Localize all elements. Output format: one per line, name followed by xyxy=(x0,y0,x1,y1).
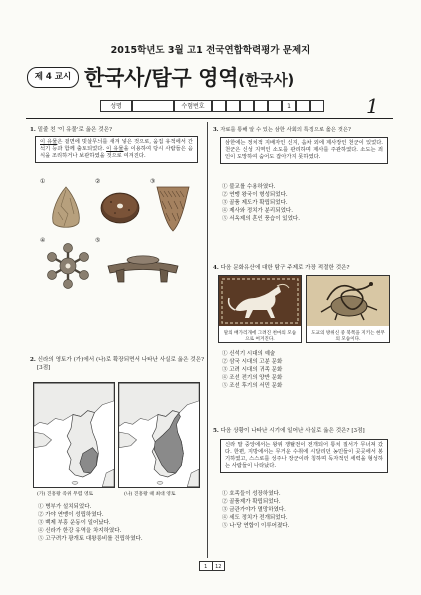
q3-stem xyxy=(213,126,351,134)
q3-choice: ② 연맹 왕국이 형성되었다. xyxy=(222,192,288,198)
exam-title: 2015학년도 3월 고1 전국연합학력평가 문제지 xyxy=(110,45,311,56)
heavenly-horse-caption: 말의 배가리개에 그려진 천마의 모습으로 여겨진다. xyxy=(223,331,297,342)
exam-number-digit: 1 xyxy=(282,100,296,112)
q5-choice: ③ 금관가야가 멸망하였다. xyxy=(222,507,286,513)
q1-stem-text: 밑줄 친 '이 유물'로 옳은 것은? xyxy=(37,127,113,133)
q3-choice: ① 불교를 수용하였다. xyxy=(222,184,276,190)
q5-choice: ⑤ 나·당 연합이 이루어졌다. xyxy=(222,523,290,529)
q4-stem-text: 다음 문화유산에 대한 탐구 주제로 가장 적절한 것은? xyxy=(220,265,350,271)
q1-choice-mark-4: ④ xyxy=(40,237,46,244)
map-before-svg xyxy=(34,383,114,487)
exam-number-cell xyxy=(296,100,310,112)
q1-passage-underline: 이 유물 xyxy=(106,146,124,152)
q2-choice: ③ 백제 부흥 운동이 일어났다. xyxy=(38,520,111,526)
map-after-territory xyxy=(118,382,200,488)
q4-choices xyxy=(222,350,282,390)
map-caption-after: (나) 진흥왕 때 최대 영토 xyxy=(124,492,176,497)
q4-choice: ① 신석기 시대의 예술 xyxy=(222,351,276,357)
q2-choice: ④ 신라가 한강 유역을 차지하였다. xyxy=(38,528,122,534)
q5-choices xyxy=(222,490,289,530)
column-divider xyxy=(207,122,208,558)
q2-choices xyxy=(38,503,143,543)
map-after-svg xyxy=(119,383,199,487)
subject-main: 한국사/탐구 영역 xyxy=(84,66,239,90)
q2-stem xyxy=(30,356,205,372)
subject-sub: (한국사) xyxy=(238,71,294,89)
q4-choice: ④ 조선 전기의 양반 문화 xyxy=(222,375,283,381)
grinding-stone-image xyxy=(104,250,182,286)
star-stone-image xyxy=(44,242,92,290)
q1-choice-mark-2: ② xyxy=(95,178,101,185)
q2-choice: ② 가야 연맹이 성립하였다. xyxy=(38,512,104,518)
q2-choice: ① 병부가 설치되었다. xyxy=(38,504,92,510)
q1-number: 1. xyxy=(30,127,36,133)
q2-stem-text: 신라의 영토가 (가)에서 (나)로 확장되면서 나타난 사실로 옳은 것은? [3점] xyxy=(37,357,205,371)
heavenly-horse-painting xyxy=(219,276,301,326)
name-field xyxy=(132,100,174,112)
q4-choice: ⑤ 조선 후기의 서민 문화 xyxy=(222,383,283,389)
comb-pattern-pottery-image xyxy=(152,183,194,233)
q5-passage: 신라 말 중앙에서는 왕위 쟁탈전이 전개되어 통치 질서가 무너져 갔다. 한편, 지방에서는 무거운 수취에 시달리던 농민들이 곳곳에서 봉기하였고, 스스로를 성주나 장군이라 칭하며 독자적인 세력을 형성하는 사람들이 나타났다. xyxy=(220,439,388,473)
hyeonmu-photo xyxy=(306,275,390,343)
exam-number-cell xyxy=(212,100,226,112)
q1-passage-text: 은 겉면에 빗살무늬를 새겨 넣은 것으로, 움집 유적에서 간석기 등과 함께 출토되었다. xyxy=(40,139,193,152)
q5-choice: ② 골품제가 확립되었다. xyxy=(222,499,281,505)
q5-choice: ① 호족들이 성장하였다. xyxy=(222,491,281,497)
q5-number: 5. xyxy=(213,428,219,434)
name-label: 성명 xyxy=(100,100,132,112)
page-number: 1 xyxy=(366,94,379,118)
q5-choice: ④ 세도 정치가 전개되었다. xyxy=(222,515,288,521)
q3-choice: ③ 골품 제도가 확립되었다. xyxy=(222,200,288,206)
q1-choice-mark-1: ① xyxy=(40,178,46,185)
q1-passage-underline: 이 유물 xyxy=(40,139,58,145)
q3-choice: ④ 제사와 정치가 분리되었다. xyxy=(222,208,293,214)
total-pages: 12 xyxy=(212,562,225,570)
header-rule xyxy=(26,118,393,119)
exam-number-label: 수험번호 xyxy=(174,100,212,112)
current-page: 1 xyxy=(204,564,208,570)
exam-number-cell xyxy=(240,100,254,112)
map-before-territory xyxy=(33,382,115,488)
hyeonmu-painting xyxy=(307,276,389,326)
map-caption-before: (가) 진흥왕 즉위 무렵 영토 xyxy=(37,492,94,497)
q2-choice: ⑤ 고구려가 광개토 대왕릉비를 건립하였다. xyxy=(38,536,143,542)
exam-number-cell xyxy=(268,100,282,112)
q4-number: 4. xyxy=(213,265,219,271)
period-badge: 제 4 교시 xyxy=(27,67,79,88)
hand-axe-image xyxy=(46,184,86,230)
q1-passage-text: 을 이용하여 당시 사람들은 음식을 조리하거나 보관하였을 것으로 여겨진다. xyxy=(40,146,193,159)
q3-passage: 삼한에는 정치적 지배자인 신지, 읍차 외에 제사장인 천군이 있었다. 천군은 신성 지역인 소도를 관리하며 제사를 주관하였다. 소도는 죄인이 도망하여 숨어도 잡아가지 못하였다. xyxy=(220,137,388,164)
spindle-whorl-image xyxy=(99,188,141,226)
hyeonmu-caption: 도교의 방위신 중 북쪽을 지키는 현무의 모습이다. xyxy=(311,331,385,342)
page-indicator xyxy=(199,561,225,571)
q1-choice-mark-3: ③ xyxy=(150,178,156,185)
q4-choice: ② 삼국 시대의 고분 문화 xyxy=(222,359,283,365)
q3-choices xyxy=(222,183,300,223)
q3-choice: ⑤ 서옥제의 혼인 풍습이 있었다. xyxy=(222,216,300,222)
q1-choice-mark-5: ⑤ xyxy=(95,237,101,244)
q3-number: 3. xyxy=(213,127,219,133)
q2-number: 2. xyxy=(30,357,36,363)
q1-stem xyxy=(30,126,112,134)
heavenly-horse-photo xyxy=(218,275,302,343)
q5-stem-text: 다음 상황이 나타난 시기에 일어난 사실로 옳은 것은? [3점] xyxy=(220,428,365,434)
subject-title xyxy=(84,62,294,92)
exam-number-cell xyxy=(310,100,324,112)
exam-number-cell xyxy=(226,100,240,112)
q1-passage xyxy=(35,136,198,163)
exam-number-cell xyxy=(254,100,268,112)
q4-stem xyxy=(213,264,350,272)
q4-choice: ③ 고려 시대의 귀족 문화 xyxy=(222,367,283,373)
q5-stem xyxy=(213,427,365,435)
q3-stem-text: 자료를 통해 알 수 있는 삼한 사회의 특징으로 옳은 것은? xyxy=(220,127,351,133)
